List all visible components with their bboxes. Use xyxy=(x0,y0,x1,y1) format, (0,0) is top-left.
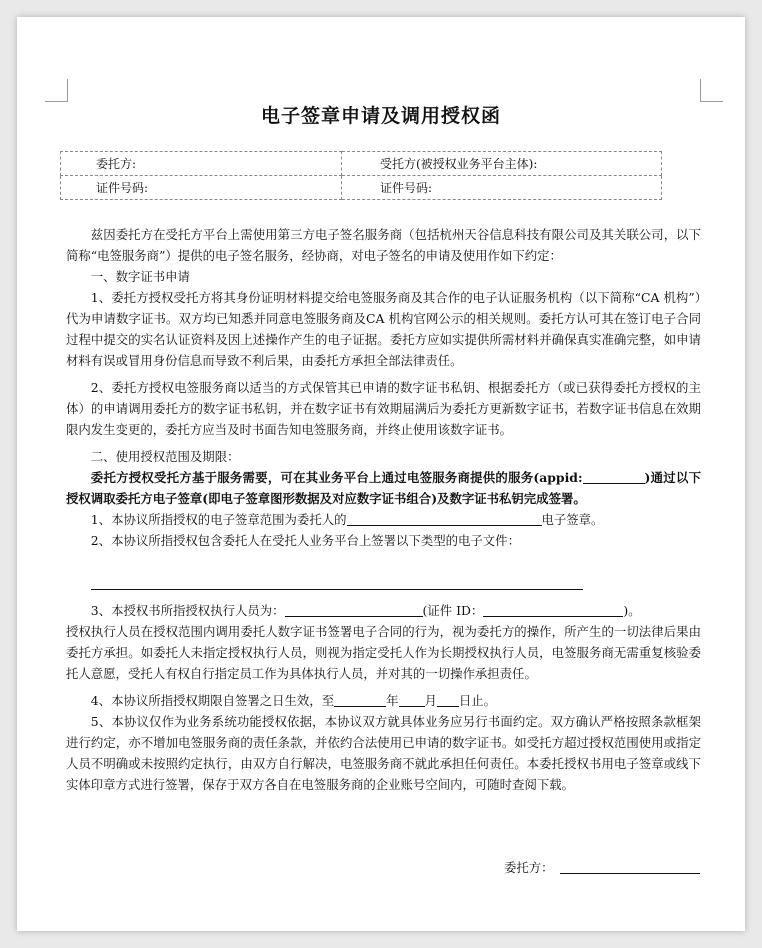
item4-text-a: 4、本协议所指授权期限自签署之日生效，至 xyxy=(90,693,335,708)
signature-blank xyxy=(560,859,700,874)
party-info-table xyxy=(60,151,662,200)
section2-item4 xyxy=(66,690,701,711)
item3-text-a: 3、本授权书所指授权执行人员为： xyxy=(90,603,285,618)
client-label: 委托方: xyxy=(61,152,342,176)
section1-item2: 2、委托方授权电签服务商以适当的方式保管其已申请的数字证书私钥、根据委托方（或已获得委托方授权的主体）的申请调用委托方的数字证书私钥，并在数字证书有效期届满后为委托方更新数字证书，若数字证书信息在效期限内发生变更的，委托方应当及时书面告知电签服务商，并终止使用该数字证书。 xyxy=(66,380,701,437)
item4-year: 年 xyxy=(386,693,399,708)
day-blank xyxy=(437,692,459,707)
signature-line xyxy=(504,858,700,876)
section2-item5: 5、本协议仅作为业务系统功能授权依据，本协议双方就具体业务应另行书面约定。双方确认严格按照条款框架进行约定，亦不增加电签服务商的责任条款，并依约合法使用已申请的数字证书。如受托方超过授权范围使用或指定人员不明确或未按照约定执行，由双方自行解决，电签服务商不就此承担任何责任。本委托授权书用电子签章或线下实体印章方式进行签署，保存于双方各自在电签服务商的企业账号空间内，可随时查阅下载。 xyxy=(66,714,701,792)
intro-paragraph: 兹因委托方在受托方平台上需使用第三方电子签名服务商（包括杭州天谷信息科技有限公司及其关联公司，以下简称“电签服务商”）提供的电子签名服务，经协商，对电子签名的申请及使用作如下约定： xyxy=(66,227,701,263)
item3-text-b: (证件 ID： xyxy=(422,603,484,618)
section2-authorization xyxy=(66,467,701,509)
section2-item3-rest: 授权执行人员在授权范围内调用委托人数字证书签署电子合同的行为，视为委托方的操作，所产生的一切法律后果由委托方承担。如委托人未指定授权执行人员，则视为指定受托人作为长期授权执行人员，电签服务商无需重复核验委托人意愿，受托人有权自行指定员工作为具体执行人员，并对其的一切操作承担责任。 xyxy=(66,624,701,681)
section2-item3 xyxy=(66,600,701,621)
document-type-blank xyxy=(91,571,583,590)
crop-mark-top-right xyxy=(700,79,723,102)
document-body xyxy=(66,224,701,795)
document-page xyxy=(17,17,745,931)
item4-day: 日止。 xyxy=(458,693,497,708)
executor-id-blank xyxy=(483,602,623,617)
crop-mark-top-left xyxy=(45,79,68,102)
signature-label: 委托方： xyxy=(504,860,554,875)
year-blank xyxy=(334,692,386,707)
executor-name-blank xyxy=(285,602,423,617)
appid-blank xyxy=(583,469,645,484)
month-blank xyxy=(399,692,425,707)
client-id-label: 证件号码: xyxy=(61,176,342,200)
item1-text-b: 电子签章。 xyxy=(541,512,604,527)
section2-item2: 2、本协议所指授权包含委托人在受托人业务平台上签署以下类型的电子文件： xyxy=(90,533,520,548)
item1-text-a: 1、本协议所指授权的电子签章范围为委托人的 xyxy=(90,512,347,527)
section2-heading: 二、使用授权范围及期限： xyxy=(90,449,240,464)
authorization-text-b: )通过以下授权调取委托方电子签章(即电子签章图形数据及对应数字证书组合)及数字证书私钥完成签署。 xyxy=(66,470,701,506)
authorization-text-a: 委托方授权受托方基于服务需要，可在其业务平台上通过电签服务商提供的服务(appid: xyxy=(90,470,583,485)
item4-month: 月 xyxy=(424,693,437,708)
trustee-label: 受托方(被授权业务平台主体): xyxy=(342,152,662,176)
seal-scope-blank xyxy=(347,511,542,526)
item3-text-c: )。 xyxy=(623,603,641,618)
document-title: 电子签章申请及调用授权函 xyxy=(260,105,501,127)
trustee-id-label: 证件号码: xyxy=(342,176,662,200)
section2-item1 xyxy=(66,509,701,530)
section1-heading: 一、数字证书申请 xyxy=(90,269,190,284)
section1-item1: 1、委托方授权受托方将其身份证明材料提交给电签服务商及其合作的电子认证服务机构（以下简称“CA 机构”）代为申请数字证书。双方均已知悉并同意电签服务商及CA 机构官网公示的相关规则。委托方认可其在签订电子合同过程中提交的实名认证资料及因上述操作产生的电子证据。委托方应如实提供所需材料并确保真实准确完整，如申请材料有误或冒用身份信息而导致不利后果，由委托方承担全部法律责任。 xyxy=(66,290,701,368)
